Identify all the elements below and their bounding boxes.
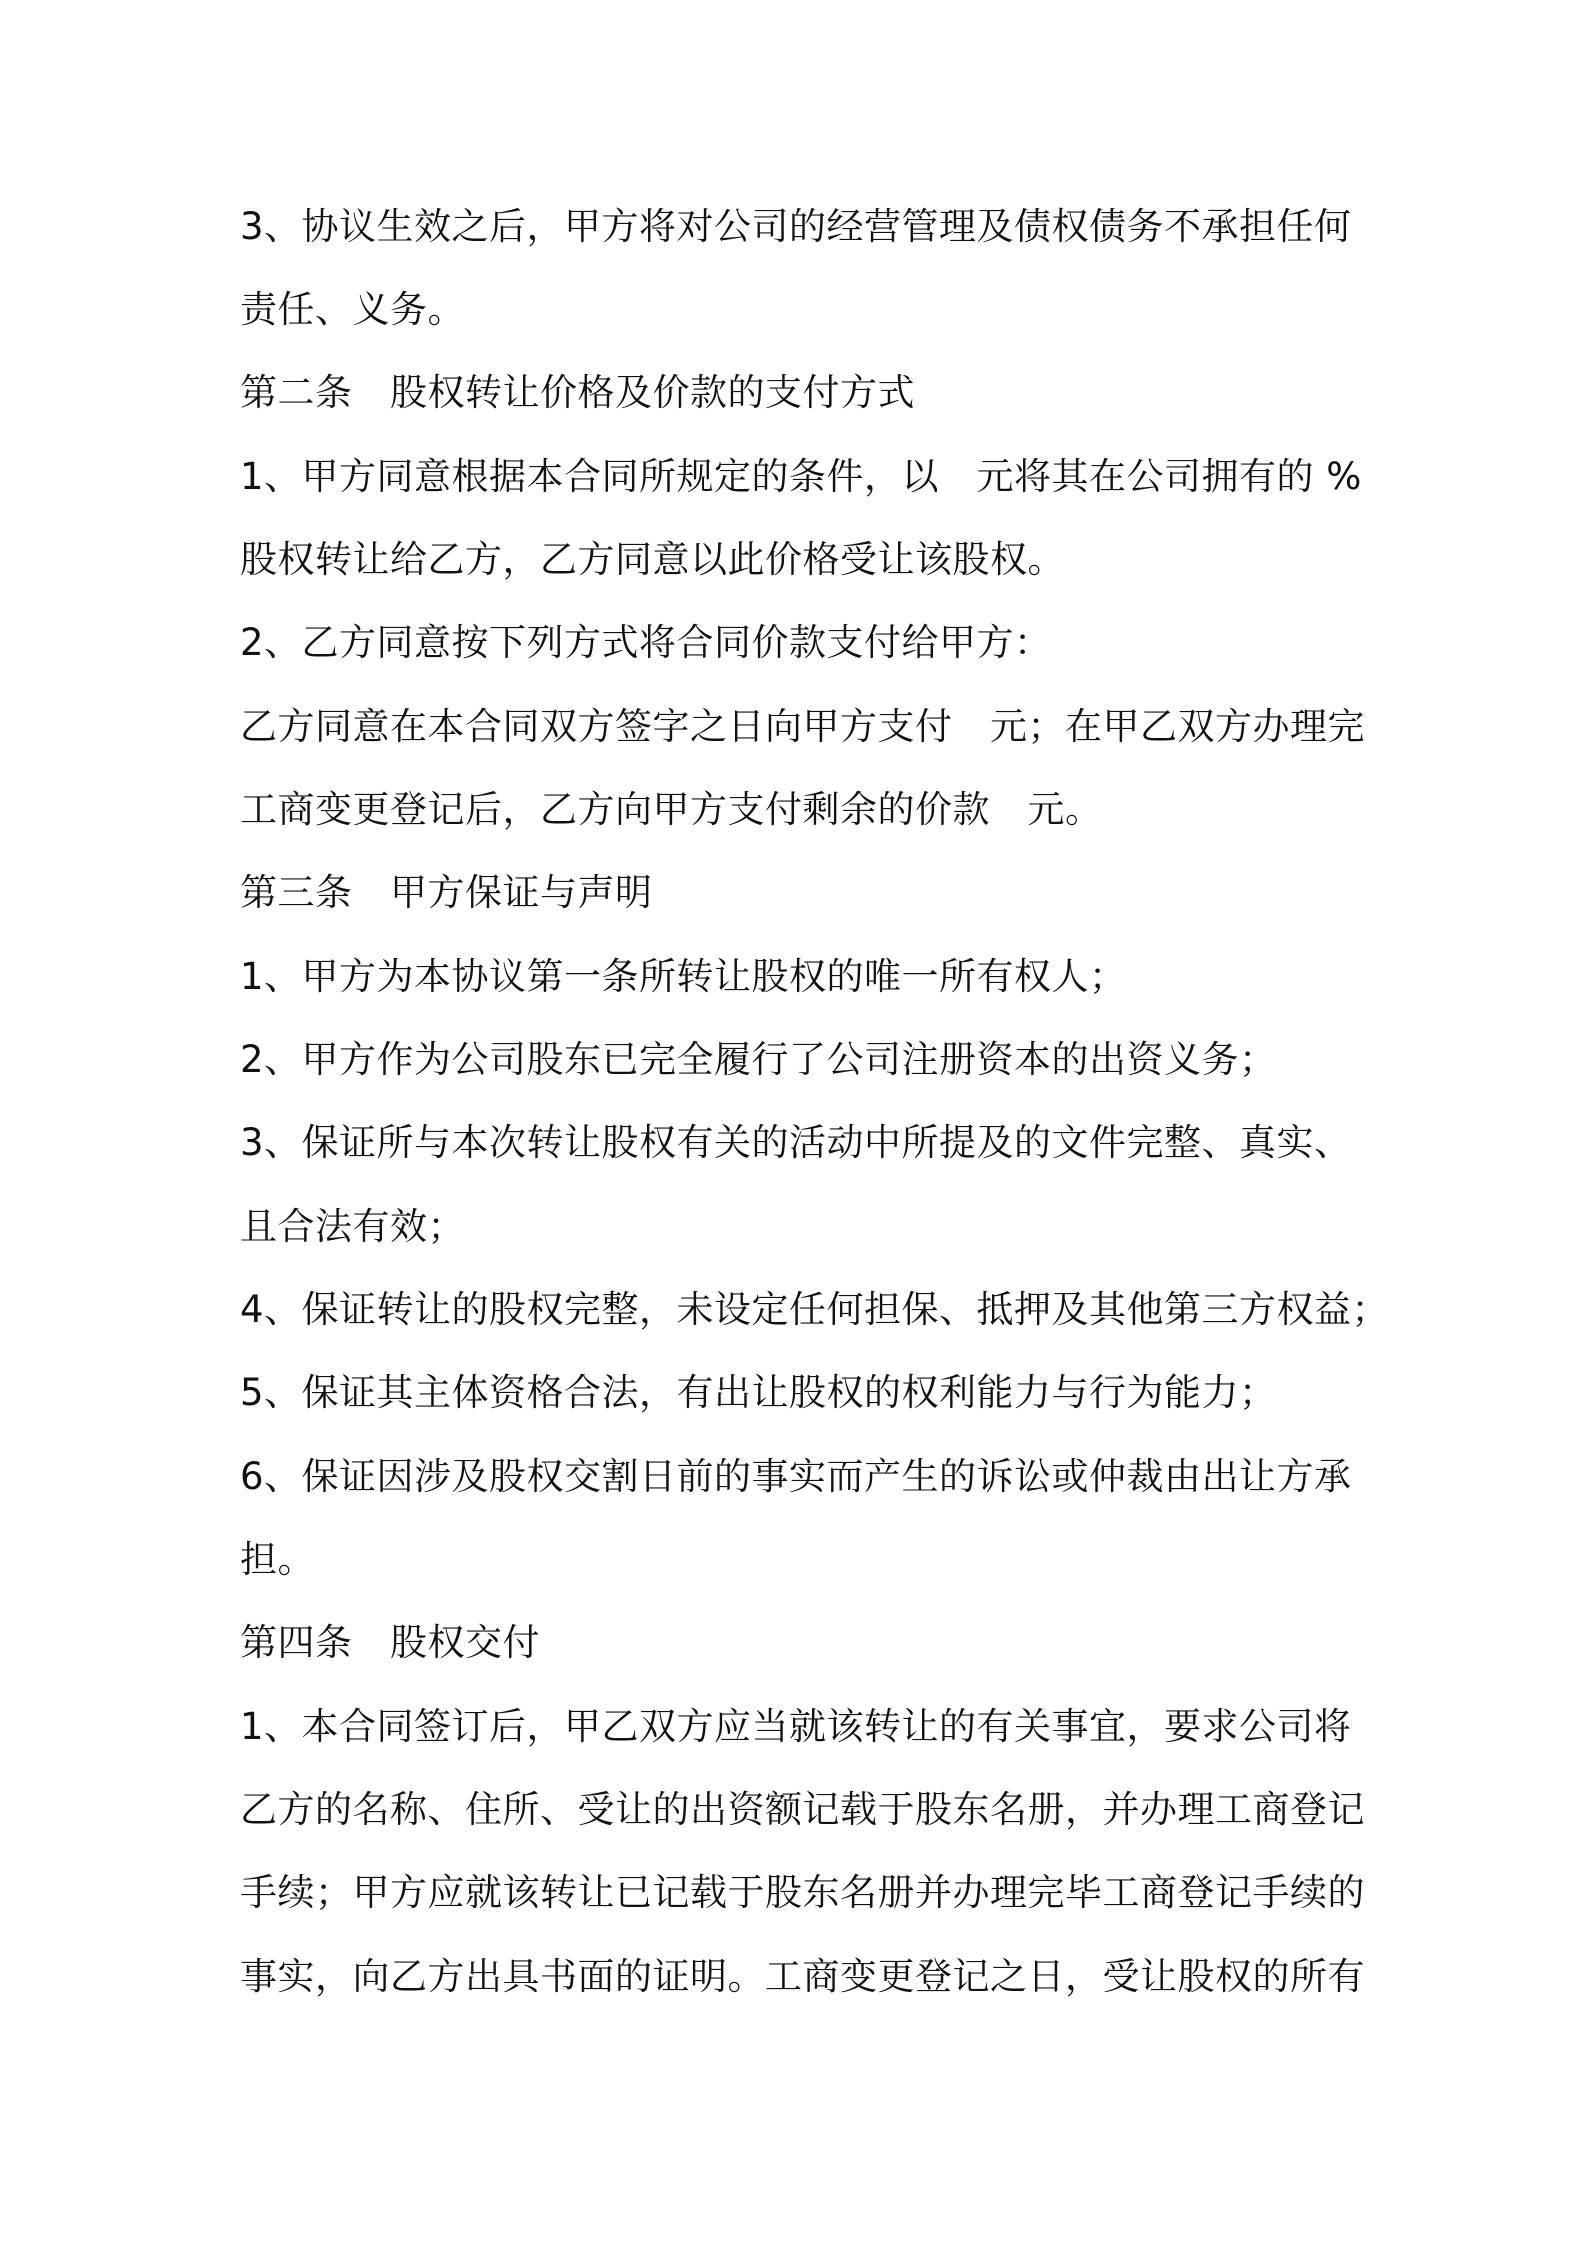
section-heading: 第三条 甲方保证与声明	[240, 871, 653, 914]
text-line: 事实，向乙方出具书面的证明。工商变更登记之日，受让股权的所有	[240, 1955, 1365, 1998]
text-line: 工商变更登记后，乙方向甲方支付剩余的价款 元。	[240, 788, 1103, 831]
text-line: 乙方的名称、住所、受让的出资额记载于股东名册，并办理工商登记	[240, 1788, 1365, 1831]
text-line: 3、保证所与本次转让股权有关的活动中所提及的文件完整、真实、	[240, 1121, 1352, 1164]
text-line: 4、保证转让的股权完整，未设定任何担保、抵押及其他第三方权益；	[240, 1288, 1390, 1331]
section-heading: 第二条 股权转让价格及价款的支付方式	[240, 371, 915, 414]
text-line: 5、保证其主体资格合法，有出让股权的权利能力与行为能力；	[240, 1371, 1277, 1414]
text-line: 1、甲方同意根据本合同所规定的条件，以 元将其在公司拥有的 %	[240, 455, 1362, 498]
text-line: 乙方同意在本合同双方签字之日向甲方支付 元；在甲乙双方办理完	[240, 705, 1365, 748]
text-line: 2、甲方作为公司股东已完全履行了公司注册资本的出资义务；	[240, 1038, 1277, 1081]
text-line: 3、协议生效之后，甲方将对公司的经营管理及债权债务不承担任何	[240, 205, 1352, 248]
text-line: 股权转让给乙方，乙方同意以此价格受让该股权。	[240, 538, 1065, 581]
text-line: 担。	[240, 1538, 315, 1581]
text-line: 2、乙方同意按下列方式将合同价款支付给甲方：	[240, 621, 1052, 664]
text-line: 1、本合同签订后，甲乙双方应当就该转让的有关事宜，要求公司将	[240, 1705, 1352, 1748]
text-line: 且合法有效；	[240, 1205, 465, 1248]
section-heading: 第四条 股权交付	[240, 1621, 540, 1664]
text-line: 责任、义务。	[240, 288, 465, 331]
text-line: 手续；甲方应就该转让已记载于股东名册并办理完毕工商登记手续的	[240, 1871, 1365, 1914]
text-line: 6、保证因涉及股权交割日前的事实而产生的诉讼或仲裁由出让方承	[240, 1455, 1352, 1498]
text-line: 1、甲方为本协议第一条所转让股权的唯一所有权人；	[240, 955, 1127, 998]
